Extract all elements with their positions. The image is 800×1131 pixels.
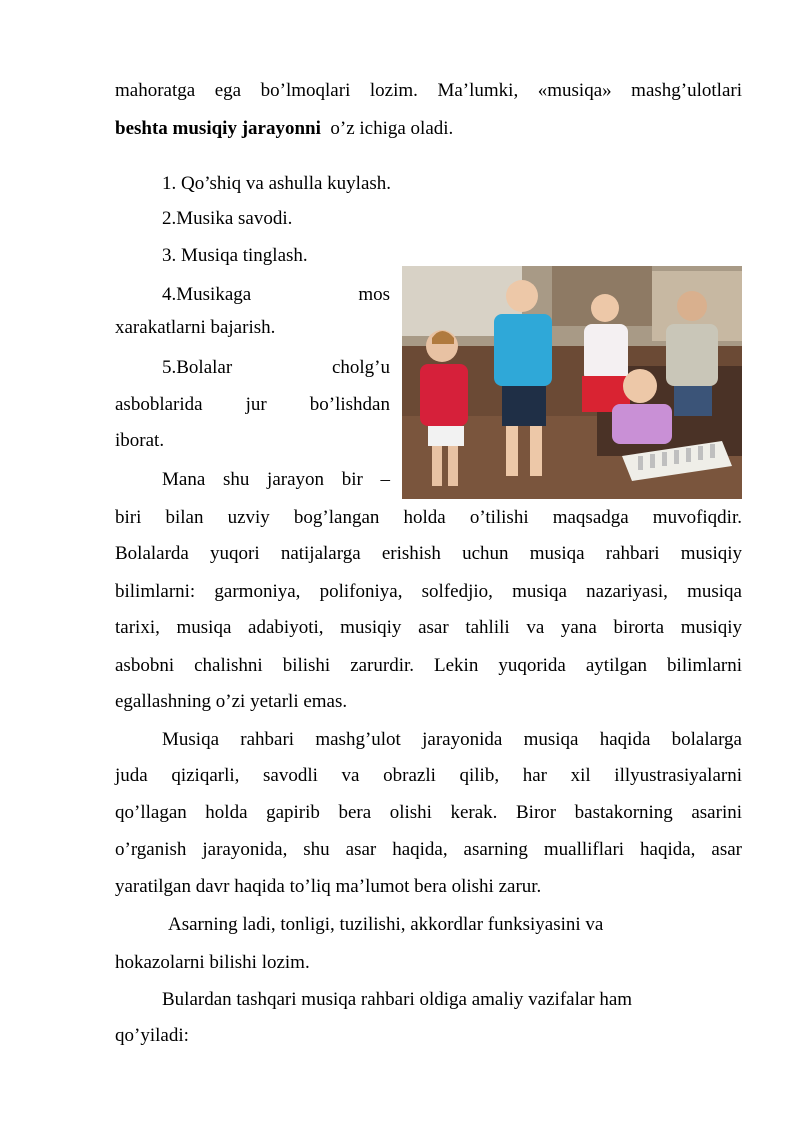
text-line: tarixi, musiqa adabiyoti, musiqiy asar tahlili va yana birorta musiqiy [115,617,742,638]
text-line: xarakatlarni bajarish. [115,317,276,338]
text-line: qo’yiladi: [115,1025,189,1046]
text-line: hokazolarni bilishi lozim. [115,952,310,973]
text-line: Bulardan tashqari musiqa rahbari oldiga amaliy vazifalar ham [162,989,633,1010]
children-music-photo [402,266,742,499]
text-line: Bolalarda yuqori natijalarga erishish uchun musiqa rahbari musiqiy [115,543,742,564]
text-line: yaratilgan davr haqida to’liq ma’lumot bera olishi zarur. [115,876,542,897]
list-item: 3. Musiqa tinglash. [162,245,308,266]
text-line: Musiqa rahbari mashg’ulot jarayonida musiqa haqida bolalarga [162,729,742,750]
bold-phrase: beshta musiqiy jarayonni [115,118,321,139]
text-line: Mana shu jarayon bir – [162,469,390,490]
text-line: biri bilan uzviy bog’langan holda o’tilishi maqsadga muvofiqdir. [115,507,742,528]
text-line: juda qiziqarli, savodli va obrazli qilib, har xil illyustrasiyalarni [115,765,742,786]
text-line: asbobni chalishni bilishi zarurdir. Lekin yuqorida aytilgan bilimlarni [115,655,742,676]
text-line: bilimlarni: garmoniya, polifoniya, solfedjio, musiqa nazariyasi, musiqa [115,581,742,602]
list-item: 2.Musika savodi. [162,208,293,229]
list-item: 1. Qo’shiq va ashulla kuylash. [162,173,392,194]
text-line: mahoratga ega bo’lmoqlari lozim. Ma’lumki, «musiqa» mashg’ulotlari [115,80,742,101]
text-line [115,116,742,142]
list-item: 5.Bolalar cholg’u [162,357,390,378]
text-line: iborat. [115,430,165,451]
text-fragment: o’z ichiga oladi. [330,118,454,139]
text-line: Asarning ladi, tonligi, tuzilishi, akkordlar funksiyasini va [168,914,604,935]
text-line: o’rganish jarayonida, shu asar haqida, asarning mualliflari haqida, asar [115,839,742,860]
list-item: 4.Musikaga mos [162,284,390,305]
text-line: qo’llagan holda gapirib bera olishi kerak. Biror bastakorning asarini [115,802,742,823]
text-line: asboblarida jur bo’lishdan [115,394,390,415]
text-line: egallashning o’zi yetarli emas. [115,691,348,712]
